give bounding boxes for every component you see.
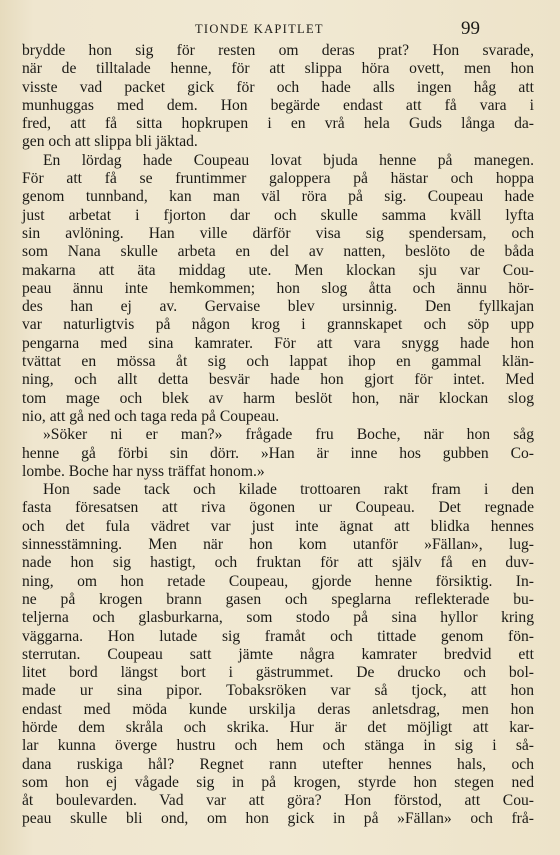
text-line: visste vad packet gick för och hade alls ingen håg att — [22, 78, 534, 96]
text-line: makarna att äta middag ute. Men klockan sju var Cou- — [22, 261, 534, 279]
text-line: Hon sade tack och kilade trottoaren rakt fram i den — [43, 481, 534, 499]
running-head: TIONDE KAPITLET — [195, 22, 324, 36]
text-line: brydde hon sig för resten om deras prat? Hon svarade, — [22, 42, 534, 59]
text-line: ning, och allt detta besvär hade hon gjort för intet. Med — [22, 371, 534, 389]
text-line: väggarna. Hon lutade sig framåt och tittade genom fön- — [22, 627, 534, 645]
text-line: genom tunnband, kan man väl röra på sig. Coupeau hade — [22, 188, 534, 206]
text-line: »Söker ni er man?» frågade fru Boche, när hon såg — [43, 426, 534, 444]
text-line: teljerna och glasburkarna, som stodo på sina hyllor kring — [22, 609, 534, 627]
text-line: des han ej av. Gervaise blev ursinnig. Den fyllkajan — [22, 298, 534, 316]
body-text — [22, 42, 534, 829]
text-line: pengarna med sina kamrater. För att vara snygg hade hon — [22, 334, 534, 352]
text-line: sin avlöning. Han ville därför visa sig spendersam, och — [22, 224, 534, 242]
text-line: sinnesstämning. Men när hon kom utanför »Fällan», lug- — [22, 536, 534, 554]
page-number: 99 — [461, 18, 480, 39]
text-line: fred, att få sitta hopkrupen i en vrå hela Guds långa da- — [22, 115, 534, 133]
text-line: lar kunna överge hustru och hem och stänga in sig i så- — [22, 737, 534, 755]
text-line: endast med möda kunde urskilja deras anletsdrag, men hon — [22, 700, 534, 718]
text-line: litet bord längst bort i gästrummet. De drucko och bol- — [22, 664, 534, 682]
text-line: nio, att gå ned och taga reda på Coupeau. — [22, 407, 280, 425]
text-line: En lördag hade Coupeau lovat bjuda henne på manegen. — [43, 151, 534, 169]
text-line: som hon ej vågade sig in på krogen, styrde hon stegen ned — [22, 773, 534, 791]
text-line: och det fula vädret var just inte ägnat att blidka hennes — [22, 517, 534, 535]
text-line: tvättat en mössa åt sig och lappat ihop en gammal klän- — [22, 353, 534, 371]
text-line: ne på krogen brann gasen och speglarna reflekterade bu- — [22, 590, 534, 608]
text-line: henne gå förbi sin dörr. »Han är inne hos gubben Co- — [22, 444, 534, 462]
text-line: som Nana skulle arbeta en del av natten, beslöto de båda — [22, 243, 534, 261]
text-line: just arbetat i fjorton dar och skulle samma kväll lyfta — [22, 206, 534, 224]
text-line: lombe. Boche har nyss träffat honom.» — [22, 462, 265, 480]
text-line: var naturligtvis på någon krog i grannskapet och söp upp — [22, 316, 534, 334]
text-line: made ur sina pipor. Tobaksröken var så tjock, att hon — [22, 682, 534, 700]
text-line: tom mage och blek av harm beslöt hon, när klockan slog — [22, 389, 534, 407]
text-line: ning, om hon retade Coupeau, gjorde henne försiktig. In- — [22, 572, 534, 590]
text-line: peau skulle bli ond, om hon gick in på »Fällan» och frå- — [22, 810, 534, 828]
text-line: fasta föresatsen att riva ögonen ur Coupeau. Det regnade — [22, 499, 534, 517]
text-line: åt boulevarden. Vad var att göra? Hon förstod, att Cou- — [22, 792, 534, 810]
text-line: sterrutan. Coupeau satt jämte några kamrater bredvid ett — [22, 645, 534, 663]
text-line: när de tilltalade henne, för att slippa höra ovett, men hon — [22, 60, 534, 78]
text-line: peau ännu inte hemkommen; hon slog åtta och ännu hör- — [22, 279, 534, 297]
text-line: För att få se fruntimmer galoppera på hästar och hoppa — [22, 170, 534, 188]
text-line: hörde dem skråla och skrika. Hur är det möjligt att kar- — [22, 718, 534, 736]
text-line: gen och att slippa bli jäktad. — [22, 133, 198, 151]
text-line: dana ruskiga hål? Regnet rann utefter hennes hals, och — [22, 755, 534, 773]
text-line: nade hon sig hastigt, och fruktan för att själv få en duv- — [22, 554, 534, 572]
text-line: munhuggas med dem. Hon begärde endast att få vara i — [22, 96, 534, 114]
